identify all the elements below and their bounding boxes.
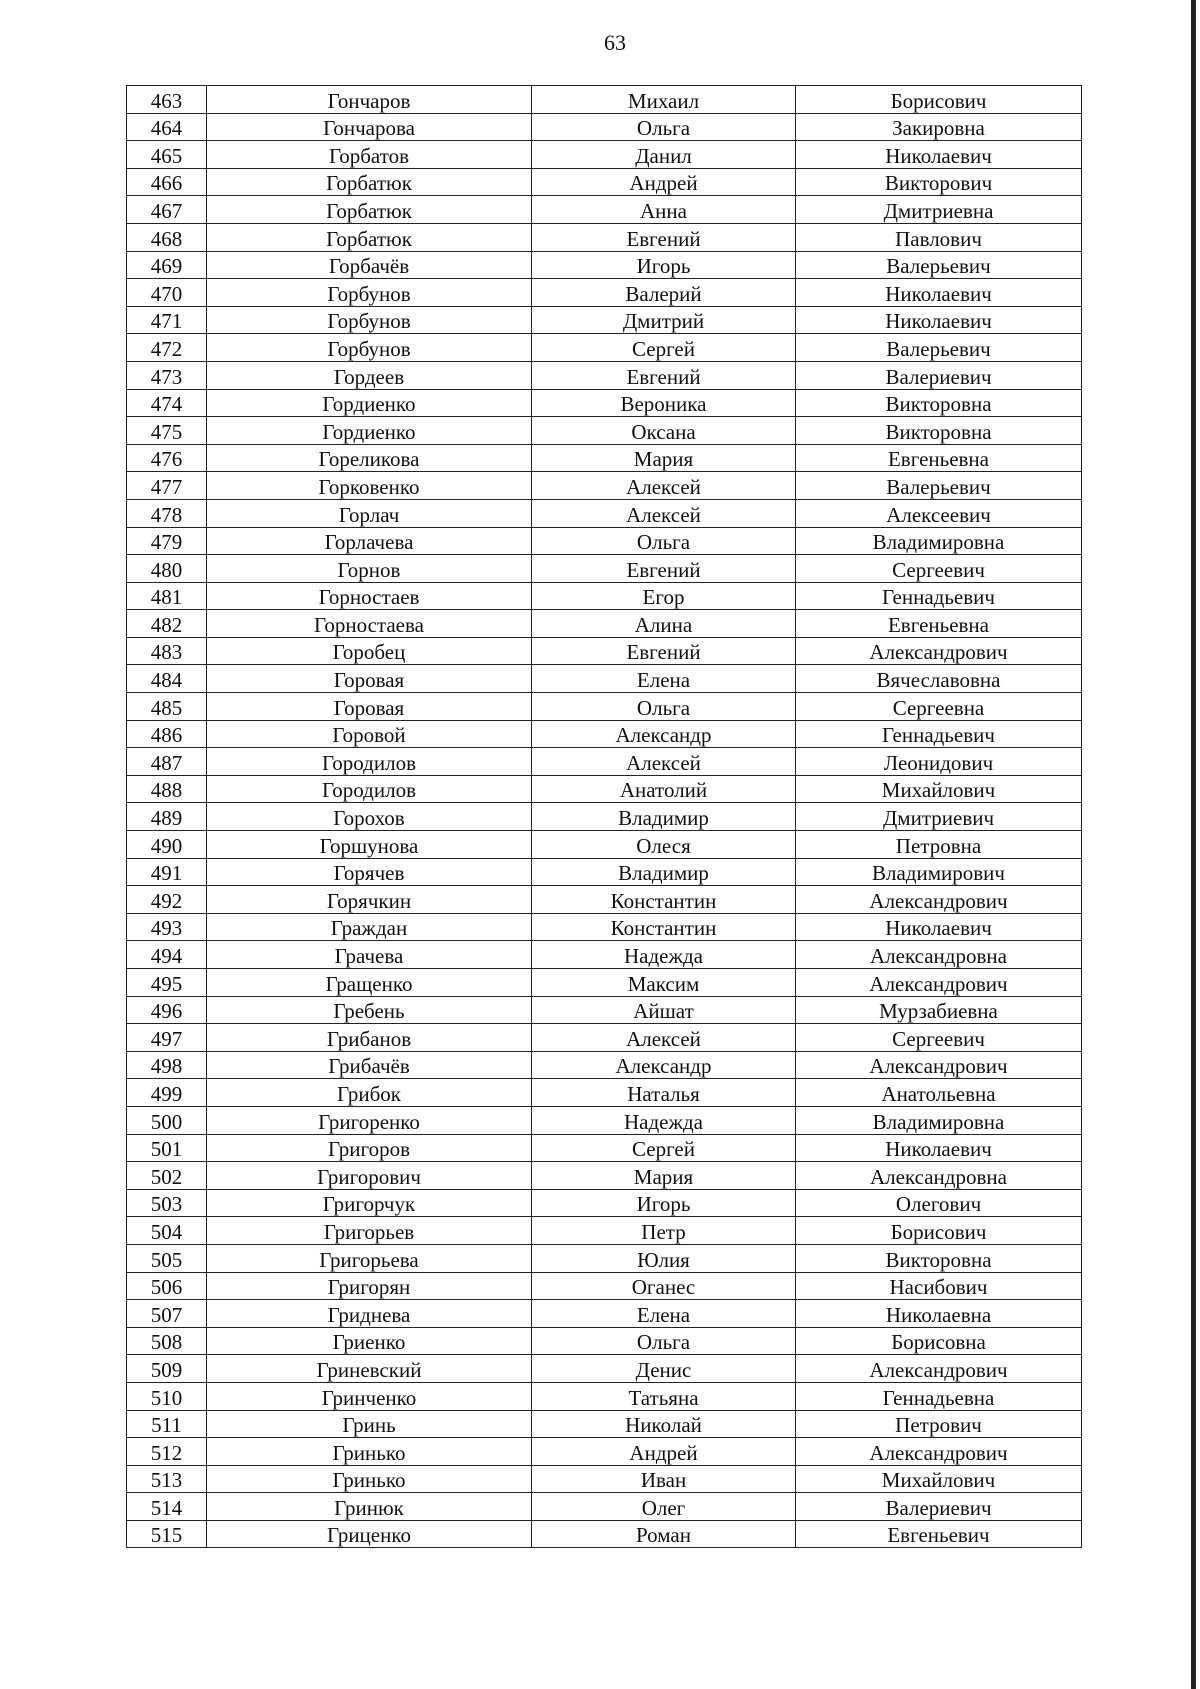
row-number-cell: 494 (127, 941, 207, 969)
table-row (127, 775, 1082, 803)
table-row (127, 1327, 1082, 1355)
table-row (127, 251, 1082, 279)
patronymic-cell: Александрович (796, 1051, 1082, 1079)
row-number-cell: 508 (127, 1327, 207, 1355)
last-name-cell: Гращенко (207, 969, 532, 997)
patronymic-cell: Михайлович (796, 1465, 1082, 1493)
patronymic-cell: Леонидович (796, 748, 1082, 776)
last-name-cell: Гончаров (207, 86, 532, 114)
patronymic-cell: Алексеевич (796, 499, 1082, 527)
patronymic-cell: Викторовна (796, 389, 1082, 417)
patronymic-cell: Викторовна (796, 1244, 1082, 1272)
first-name-cell: Александр (532, 1051, 796, 1079)
last-name-cell: Григоренко (207, 1106, 532, 1134)
patronymic-cell: Евгеньевна (796, 444, 1082, 472)
row-number-cell: 502 (127, 1162, 207, 1190)
last-name-cell: Гордиенко (207, 389, 532, 417)
first-name-cell: Сергей (532, 334, 796, 362)
patronymic-cell: Александрович (796, 637, 1082, 665)
first-name-cell: Надежда (532, 1106, 796, 1134)
row-number-cell: 499 (127, 1079, 207, 1107)
patronymic-cell: Викторовна (796, 417, 1082, 445)
table-row (127, 913, 1082, 941)
last-name-cell: Григорчук (207, 1189, 532, 1217)
patronymic-cell: Насибович (796, 1272, 1082, 1300)
patronymic-cell: Владимирович (796, 858, 1082, 886)
last-name-cell: Гордиенко (207, 417, 532, 445)
last-name-cell: Горбунов (207, 306, 532, 334)
first-name-cell: Константин (532, 913, 796, 941)
first-name-cell: Николай (532, 1410, 796, 1438)
first-name-cell: Валерий (532, 279, 796, 307)
table-row (127, 748, 1082, 776)
first-name-cell: Владимир (532, 803, 796, 831)
patronymic-cell: Геннадьевич (796, 720, 1082, 748)
table-row (127, 1217, 1082, 1245)
first-name-cell: Оксана (532, 417, 796, 445)
row-number-cell: 500 (127, 1106, 207, 1134)
table-row (127, 1134, 1082, 1162)
first-name-cell: Ольга (532, 693, 796, 721)
last-name-cell: Граждан (207, 913, 532, 941)
table-row (127, 1382, 1082, 1410)
patronymic-cell: Николаевна (796, 1300, 1082, 1328)
last-name-cell: Горячкин (207, 886, 532, 914)
table-row (127, 86, 1082, 114)
patronymic-cell: Валериевич (796, 1493, 1082, 1521)
row-number-cell: 463 (127, 86, 207, 114)
table-row (127, 582, 1082, 610)
page-number: 63 (604, 30, 626, 55)
first-name-cell: Наталья (532, 1079, 796, 1107)
first-name-cell: Вероника (532, 389, 796, 417)
row-number-cell: 489 (127, 803, 207, 831)
row-number-cell: 465 (127, 141, 207, 169)
last-name-cell: Гончарова (207, 113, 532, 141)
last-name-cell: Горячев (207, 858, 532, 886)
table-row (127, 279, 1082, 307)
row-number-cell: 509 (127, 1355, 207, 1383)
patronymic-cell: Борисович (796, 1217, 1082, 1245)
last-name-cell: Горовая (207, 665, 532, 693)
first-name-cell: Ольга (532, 113, 796, 141)
last-name-cell: Грачева (207, 941, 532, 969)
row-number-cell: 491 (127, 858, 207, 886)
first-name-cell: Игорь (532, 1189, 796, 1217)
patronymic-cell: Александрович (796, 886, 1082, 914)
last-name-cell: Горбатюк (207, 168, 532, 196)
table-row (127, 1079, 1082, 1107)
first-name-cell: Алексей (532, 499, 796, 527)
row-number-cell: 514 (127, 1493, 207, 1521)
first-name-cell: Евгений (532, 361, 796, 389)
patronymic-cell: Петровна (796, 831, 1082, 859)
patronymic-cell: Валерьевич (796, 334, 1082, 362)
first-name-cell: Евгений (532, 637, 796, 665)
table-row (127, 527, 1082, 555)
patronymic-cell: Николаевич (796, 279, 1082, 307)
first-name-cell: Юлия (532, 1244, 796, 1272)
table-row (127, 610, 1082, 638)
table-row (127, 417, 1082, 445)
first-name-cell: Егор (532, 582, 796, 610)
last-name-cell: Горковенко (207, 472, 532, 500)
first-name-cell: Петр (532, 1217, 796, 1245)
row-number-cell: 501 (127, 1134, 207, 1162)
patronymic-cell: Олегович (796, 1189, 1082, 1217)
first-name-cell: Алина (532, 610, 796, 638)
last-name-cell: Горбунов (207, 334, 532, 362)
first-name-cell: Евгений (532, 555, 796, 583)
table-row (127, 637, 1082, 665)
row-number-cell: 471 (127, 306, 207, 334)
first-name-cell: Анатолий (532, 775, 796, 803)
last-name-cell: Горовая (207, 693, 532, 721)
patronymic-cell: Сергеевич (796, 1024, 1082, 1052)
first-name-cell: Евгений (532, 223, 796, 251)
last-name-cell: Грибок (207, 1079, 532, 1107)
last-name-cell: Горностаева (207, 610, 532, 638)
patronymic-cell: Петрович (796, 1410, 1082, 1438)
last-name-cell: Грибанов (207, 1024, 532, 1052)
patronymic-cell: Александрович (796, 1355, 1082, 1383)
patronymic-cell: Николаевич (796, 141, 1082, 169)
table-row (127, 306, 1082, 334)
last-name-cell: Горовой (207, 720, 532, 748)
patronymic-cell: Николаевич (796, 913, 1082, 941)
table-row (127, 444, 1082, 472)
patronymic-cell: Геннадьевна (796, 1382, 1082, 1410)
first-name-cell: Игорь (532, 251, 796, 279)
first-name-cell: Константин (532, 886, 796, 914)
row-number-cell: 477 (127, 472, 207, 500)
row-number-cell: 511 (127, 1410, 207, 1438)
table-row (127, 941, 1082, 969)
row-number-cell: 510 (127, 1382, 207, 1410)
table-row (127, 1438, 1082, 1466)
first-name-cell: Алексей (532, 1024, 796, 1052)
patronymic-cell: Александровна (796, 1162, 1082, 1190)
table-row (127, 168, 1082, 196)
table-row (127, 334, 1082, 362)
table-row (127, 141, 1082, 169)
table-row (127, 803, 1082, 831)
patronymic-cell: Валерьевич (796, 251, 1082, 279)
first-name-cell: Владимир (532, 858, 796, 886)
table-row (127, 665, 1082, 693)
first-name-cell: Данил (532, 141, 796, 169)
last-name-cell: Григорович (207, 1162, 532, 1190)
last-name-cell: Григорьев (207, 1217, 532, 1245)
table-row (127, 1410, 1082, 1438)
last-name-cell: Гринюк (207, 1493, 532, 1521)
table-row (127, 1051, 1082, 1079)
first-name-cell: Елена (532, 1300, 796, 1328)
patronymic-cell: Евгеньевна (796, 610, 1082, 638)
first-name-cell: Андрей (532, 168, 796, 196)
patronymic-cell: Дмитриевич (796, 803, 1082, 831)
row-number-cell: 487 (127, 748, 207, 776)
first-name-cell: Роман (532, 1520, 796, 1548)
patronymic-cell: Сергеевич (796, 555, 1082, 583)
table-row (127, 1106, 1082, 1134)
table-row (127, 1493, 1082, 1521)
first-name-cell: Денис (532, 1355, 796, 1383)
patronymic-cell: Александрович (796, 1438, 1082, 1466)
last-name-cell: Горбатюк (207, 223, 532, 251)
row-number-cell: 490 (127, 831, 207, 859)
first-name-cell: Мария (532, 1162, 796, 1190)
row-number-cell: 497 (127, 1024, 207, 1052)
row-number-cell: 507 (127, 1300, 207, 1328)
row-number-cell: 495 (127, 969, 207, 997)
patronymic-cell: Дмитриевна (796, 196, 1082, 224)
last-name-cell: Гриенко (207, 1327, 532, 1355)
table-row (127, 1189, 1082, 1217)
row-number-cell: 479 (127, 527, 207, 555)
last-name-cell: Горнов (207, 555, 532, 583)
first-name-cell: Ольга (532, 527, 796, 555)
first-name-cell: Мария (532, 444, 796, 472)
last-name-cell: Горбунов (207, 279, 532, 307)
table-row (127, 389, 1082, 417)
row-number-cell: 488 (127, 775, 207, 803)
first-name-cell: Алексей (532, 472, 796, 500)
table-row (127, 858, 1082, 886)
table-row (127, 969, 1082, 997)
row-number-cell: 496 (127, 996, 207, 1024)
patronymic-cell: Александрович (796, 969, 1082, 997)
first-name-cell: Оганес (532, 1272, 796, 1300)
row-number-cell: 498 (127, 1051, 207, 1079)
patronymic-cell: Павлович (796, 223, 1082, 251)
row-number-cell: 478 (127, 499, 207, 527)
roster-table-body (127, 86, 1082, 1548)
table-row (127, 1300, 1082, 1328)
row-number-cell: 492 (127, 886, 207, 914)
table-row (127, 996, 1082, 1024)
last-name-cell: Горбачёв (207, 251, 532, 279)
row-number-cell: 466 (127, 168, 207, 196)
last-name-cell: Горохов (207, 803, 532, 831)
patronymic-cell: Евгеньевич (796, 1520, 1082, 1548)
row-number-cell: 493 (127, 913, 207, 941)
first-name-cell: Сергей (532, 1134, 796, 1162)
last-name-cell: Горшунова (207, 831, 532, 859)
last-name-cell: Горобец (207, 637, 532, 665)
table-row (127, 1244, 1082, 1272)
last-name-cell: Горбатов (207, 141, 532, 169)
last-name-cell: Горностаев (207, 582, 532, 610)
table-row (127, 113, 1082, 141)
first-name-cell: Айшат (532, 996, 796, 1024)
first-name-cell: Олеся (532, 831, 796, 859)
last-name-cell: Горбатюк (207, 196, 532, 224)
row-number-cell: 515 (127, 1520, 207, 1548)
last-name-cell: Гриневский (207, 1355, 532, 1383)
row-number-cell: 472 (127, 334, 207, 362)
row-number-cell: 475 (127, 417, 207, 445)
table-row (127, 196, 1082, 224)
row-number-cell: 505 (127, 1244, 207, 1272)
row-number-cell: 503 (127, 1189, 207, 1217)
roster-table (126, 85, 1082, 1548)
table-row (127, 1024, 1082, 1052)
table-row (127, 831, 1082, 859)
first-name-cell: Андрей (532, 1438, 796, 1466)
table-row (127, 361, 1082, 389)
row-number-cell: 467 (127, 196, 207, 224)
first-name-cell: Олег (532, 1493, 796, 1521)
last-name-cell: Грибачёв (207, 1051, 532, 1079)
first-name-cell: Алексей (532, 748, 796, 776)
table-row (127, 1162, 1082, 1190)
first-name-cell: Максим (532, 969, 796, 997)
table-row (127, 499, 1082, 527)
row-number-cell: 504 (127, 1217, 207, 1245)
table-row (127, 472, 1082, 500)
row-number-cell: 464 (127, 113, 207, 141)
patronymic-cell: Борисовна (796, 1327, 1082, 1355)
row-number-cell: 473 (127, 361, 207, 389)
table-row (127, 1465, 1082, 1493)
patronymic-cell: Мурзабиевна (796, 996, 1082, 1024)
patronymic-cell: Николаевич (796, 1134, 1082, 1162)
row-number-cell: 480 (127, 555, 207, 583)
row-number-cell: 486 (127, 720, 207, 748)
last-name-cell: Гордеев (207, 361, 532, 389)
table-row (127, 720, 1082, 748)
patronymic-cell: Вячеславовна (796, 665, 1082, 693)
row-number-cell: 484 (127, 665, 207, 693)
first-name-cell: Ольга (532, 1327, 796, 1355)
last-name-cell: Гринь (207, 1410, 532, 1438)
first-name-cell: Надежда (532, 941, 796, 969)
patronymic-cell: Борисович (796, 86, 1082, 114)
patronymic-cell: Анатольевна (796, 1079, 1082, 1107)
table-row (127, 1272, 1082, 1300)
table-row (127, 693, 1082, 721)
patronymic-cell: Геннадьевич (796, 582, 1082, 610)
first-name-cell: Анна (532, 196, 796, 224)
row-number-cell: 481 (127, 582, 207, 610)
last-name-cell: Гореликова (207, 444, 532, 472)
last-name-cell: Гриценко (207, 1520, 532, 1548)
patronymic-cell: Закировна (796, 113, 1082, 141)
row-number-cell: 469 (127, 251, 207, 279)
patronymic-cell: Сергеевна (796, 693, 1082, 721)
scan-edge-line (1191, 0, 1196, 1689)
table-row (127, 1355, 1082, 1383)
row-number-cell: 476 (127, 444, 207, 472)
patronymic-cell: Владимировна (796, 1106, 1082, 1134)
patronymic-cell: Александровна (796, 941, 1082, 969)
last-name-cell: Гребень (207, 996, 532, 1024)
row-number-cell: 474 (127, 389, 207, 417)
patronymic-cell: Валериевич (796, 361, 1082, 389)
row-number-cell: 468 (127, 223, 207, 251)
last-name-cell: Гринченко (207, 1382, 532, 1410)
last-name-cell: Гринько (207, 1465, 532, 1493)
last-name-cell: Григорьева (207, 1244, 532, 1272)
first-name-cell: Александр (532, 720, 796, 748)
last-name-cell: Горлачева (207, 527, 532, 555)
patronymic-cell: Валерьевич (796, 472, 1082, 500)
row-number-cell: 512 (127, 1438, 207, 1466)
row-number-cell: 483 (127, 637, 207, 665)
table-row (127, 886, 1082, 914)
last-name-cell: Григорян (207, 1272, 532, 1300)
table-row (127, 555, 1082, 583)
patronymic-cell: Николаевич (796, 306, 1082, 334)
row-number-cell: 513 (127, 1465, 207, 1493)
table-row (127, 1520, 1082, 1548)
row-number-cell: 470 (127, 279, 207, 307)
first-name-cell: Елена (532, 665, 796, 693)
row-number-cell: 482 (127, 610, 207, 638)
patronymic-cell: Владимировна (796, 527, 1082, 555)
row-number-cell: 485 (127, 693, 207, 721)
first-name-cell: Татьяна (532, 1382, 796, 1410)
last-name-cell: Городилов (207, 775, 532, 803)
last-name-cell: Григоров (207, 1134, 532, 1162)
last-name-cell: Горлач (207, 499, 532, 527)
row-number-cell: 506 (127, 1272, 207, 1300)
patronymic-cell: Викторович (796, 168, 1082, 196)
table-row (127, 223, 1082, 251)
first-name-cell: Михаил (532, 86, 796, 114)
first-name-cell: Дмитрий (532, 306, 796, 334)
last-name-cell: Гринько (207, 1438, 532, 1466)
last-name-cell: Городилов (207, 748, 532, 776)
first-name-cell: Иван (532, 1465, 796, 1493)
last-name-cell: Гриднева (207, 1300, 532, 1328)
patronymic-cell: Михайлович (796, 775, 1082, 803)
